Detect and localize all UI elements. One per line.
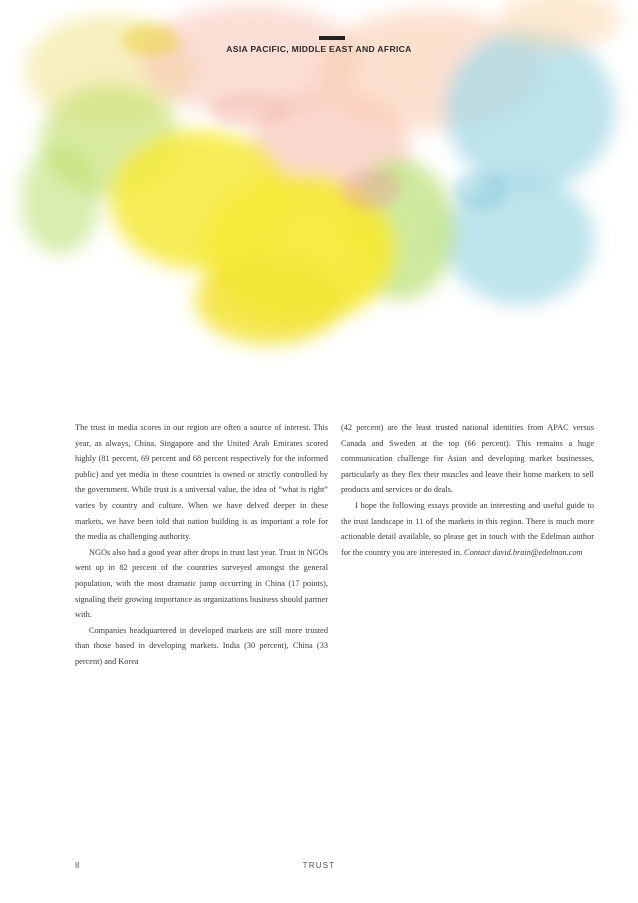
footer-title: TRUST	[302, 861, 336, 870]
paragraph-media-trust: The trust in media scores in our region are often a source of interest. This year, as always, China, Singapore and the United Arab Emirates scored highly (81 percent, 69 percent and 68 percent respectively for the informed public) and yet media in these countries is owned or strictly controlled by the government. While trust is a universal value, the idea of “what is right” varies by country and culture. When we have delved deeper in these markets, we have been told that nation building is as important a role for the media as challenging authority.	[75, 423, 328, 542]
section-title: ASIA PACIFIC, MIDDLE EAST AND AFRICA	[226, 44, 412, 54]
contact-link[interactable]: Contact david.brain@edelman.com	[464, 547, 583, 557]
watercolor-illustration	[0, 0, 638, 390]
paragraph-companies: Companies headquartered in developed markets are still more trusted than those based in developing markets. India (30 percent), China (33 percent) and Korea	[75, 625, 328, 666]
left-column	[75, 420, 328, 670]
right-column	[341, 420, 594, 560]
paragraph-closing	[341, 498, 594, 560]
page-number: 8	[75, 861, 80, 870]
paragraph-ngos: NGOs also had a good year after drops in trust last year. Trust in NGOs went up in 82 percent of the countries surveyed amongst the general population, with the most dramatic jump occurring in China (17 points), signaling their growing importance as organizations business should partner with.	[75, 547, 328, 620]
paragraph-national-identities: (42 percent) are the least trusted national identities from APAC versus Canada and Sweden at the top (66 percent). This remains a huge communication challenge for Asian and developing market businesses, particularly as they flex their muscles and leave their home markets to sell products and services or do deals.	[341, 423, 594, 495]
header-accent-bar	[319, 36, 345, 40]
body-columns	[75, 420, 593, 710]
closing-text: I hope the following essays provide an interesting and useful guide to the trust landscape in 11 of the markets in this region. There is much more actionable detail available, so please get in touch with the Edelman author for the country you are interested in.	[341, 500, 594, 557]
